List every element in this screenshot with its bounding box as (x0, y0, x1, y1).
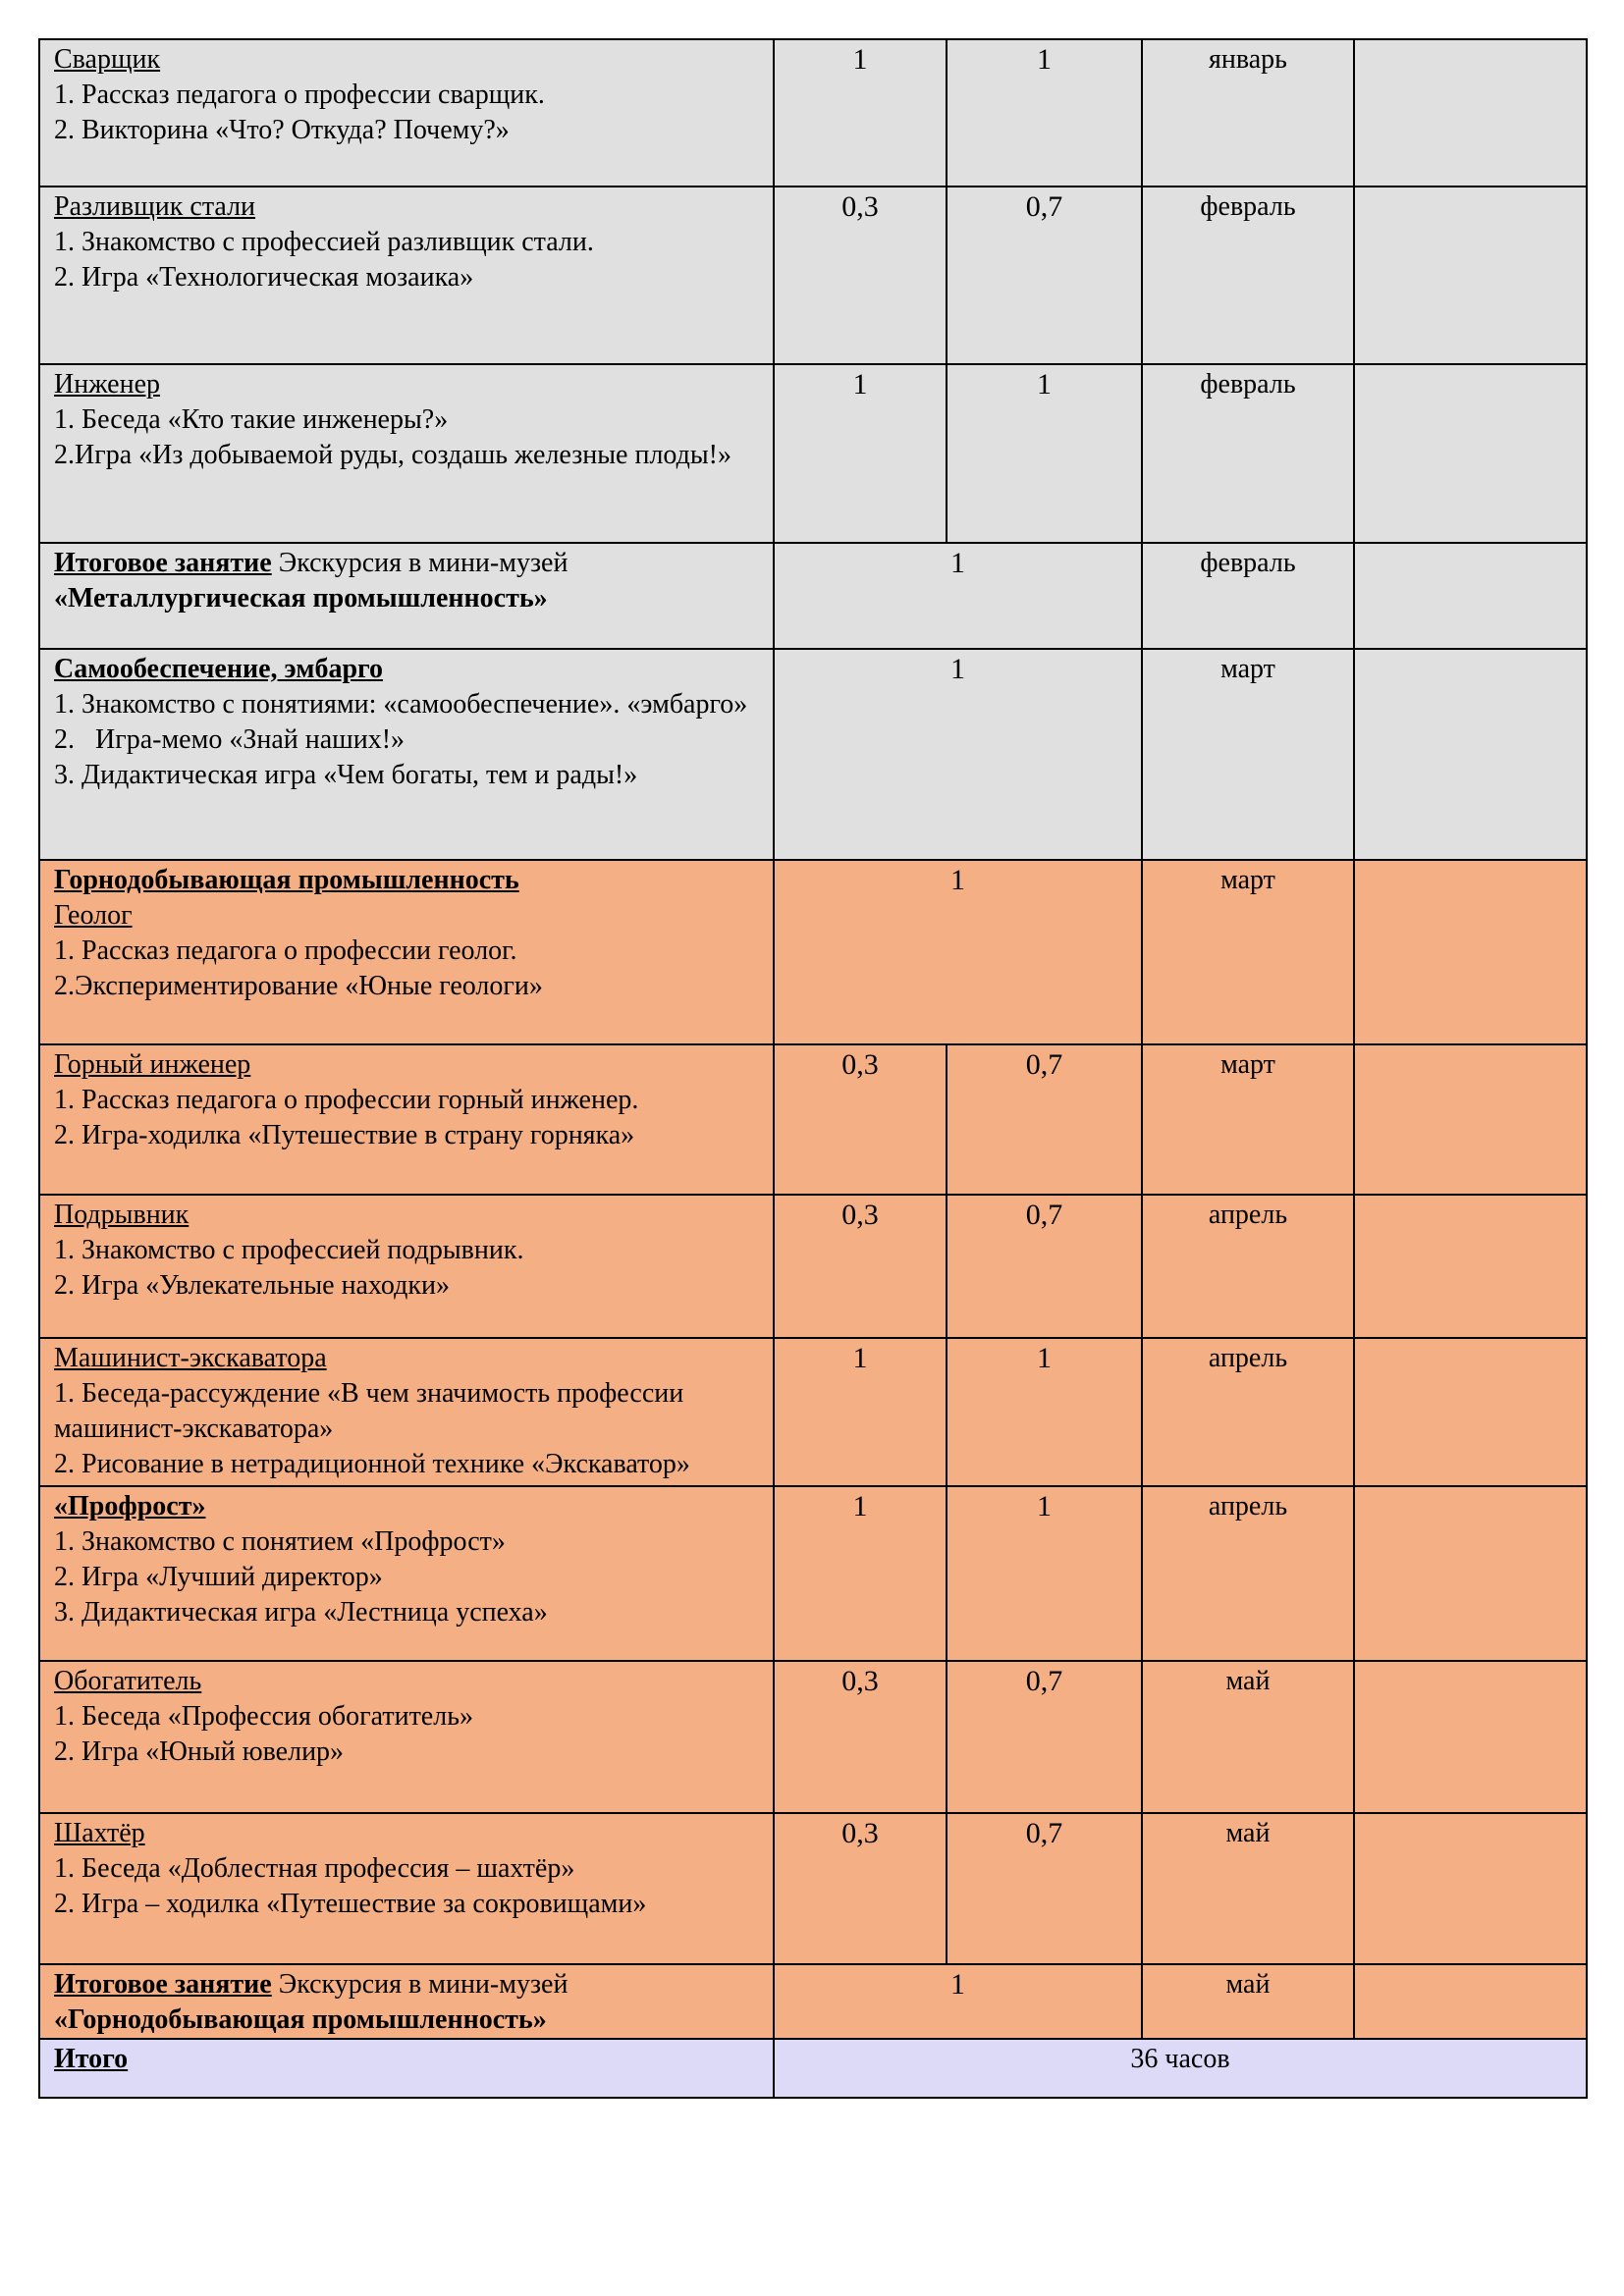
lesson-cell (39, 1338, 774, 1486)
lesson-item: 2. Игра «Юный ювелир» (54, 1736, 345, 1767)
notes-cell (1354, 860, 1587, 1044)
practice-hours: 0,7 (947, 187, 1142, 364)
month-cell: май (1142, 1813, 1354, 1964)
lesson-cell (39, 187, 774, 364)
lesson-cell (39, 543, 774, 649)
lesson-cell (39, 39, 774, 187)
museum-name: «Металлургическая промышленность» (54, 583, 548, 614)
table-row (39, 1486, 1587, 1661)
notes-cell (1354, 1338, 1587, 1486)
month-cell: май (1142, 1964, 1354, 2039)
lesson-cell (39, 1044, 774, 1195)
lesson-title: Геолог (54, 900, 133, 931)
table-row (39, 1813, 1587, 1964)
lesson-title: Горный инженер (54, 1049, 251, 1080)
lesson-item: 1. Беседа «Профессия обогатитель» (54, 1701, 473, 1732)
lesson-item: 2. Игра-ходилка «Путешествие в страну горняка» (54, 1120, 635, 1150)
lesson-title: Подрывник (54, 1200, 189, 1230)
month-cell: февраль (1142, 187, 1354, 364)
month-cell: февраль (1142, 364, 1354, 543)
theory-hours: 1 (774, 1486, 947, 1661)
notes-cell (1354, 1661, 1587, 1813)
practice-hours: 1 (947, 1486, 1142, 1661)
lesson-item: 1. Рассказ педагога о профессии геолог. (54, 935, 517, 966)
lesson-item: 1. Беседа «Доблестная профессия – шахтёр» (54, 1853, 575, 1884)
lesson-item: 1. Рассказ педагога о профессии горный инженер. (54, 1085, 639, 1115)
lesson-item: 3. Дидактическая игра «Чем богаты, тем и рады!» (54, 760, 638, 790)
lesson-title: Инженер (54, 369, 161, 400)
total-row (39, 2039, 1587, 2098)
month-cell: март (1142, 649, 1354, 860)
notes-cell (1354, 187, 1587, 364)
month-cell: апрель (1142, 1338, 1354, 1486)
lesson-item: 2. Игра «Лучший директор» (54, 1562, 383, 1592)
lesson-item: 1. Рассказ педагога о профессии сварщик. (54, 80, 545, 110)
lesson-cell (39, 1486, 774, 1661)
lesson-title: Обогатитель (54, 1666, 202, 1696)
lesson-item: 1. Знакомство с понятиями: «самообеспечение». «эмбарго» (54, 689, 748, 720)
lesson-item: 3. Дидактическая игра «Лестница успеха» (54, 1597, 548, 1628)
table-row (39, 1044, 1587, 1195)
lesson-title: «Профрост» (54, 1491, 206, 1522)
lesson-cell (39, 1813, 774, 1964)
lesson-cell (39, 364, 774, 543)
table-row (39, 39, 1587, 187)
lesson-item: 1. Знакомство с понятием «Профрост» (54, 1526, 506, 1557)
lesson-item: 2. Игра – ходилка «Путешествие за сокровищами» (54, 1889, 647, 1919)
theory-hours: 0,3 (774, 1813, 947, 1964)
month-cell: апрель (1142, 1486, 1354, 1661)
table-row (39, 364, 1587, 543)
notes-cell (1354, 364, 1587, 543)
lesson-item: 1. Знакомство с профессией подрывник. (54, 1235, 524, 1265)
notes-cell (1354, 1044, 1587, 1195)
practice-hours: 0,7 (947, 1813, 1142, 1964)
lesson-title: Машинист-экскаватора (54, 1343, 327, 1373)
lesson-cell (39, 1661, 774, 1813)
theory-hours: 1 (774, 39, 947, 187)
month-cell: май (1142, 1661, 1354, 1813)
total-hours: 1 (774, 649, 1142, 860)
schedule-table (38, 38, 1588, 2099)
practice-hours: 1 (947, 39, 1142, 187)
month-cell: январь (1142, 39, 1354, 187)
theory-hours: 0,3 (774, 187, 947, 364)
notes-cell (1354, 543, 1587, 649)
table-row (39, 860, 1587, 1044)
total-label-cell (39, 2039, 774, 2098)
theory-hours: 0,3 (774, 1044, 947, 1195)
lesson-title: Итоговое занятие (54, 548, 272, 578)
lesson-title: Сварщик (54, 44, 161, 75)
table-row (39, 649, 1587, 860)
practice-hours: 0,7 (947, 1661, 1142, 1813)
lesson-cell (39, 1964, 774, 2039)
theory-hours: 1 (774, 1338, 947, 1486)
table-row (39, 1195, 1587, 1338)
notes-cell (1354, 649, 1587, 860)
lesson-item: 1. Знакомство с профессией разливщик стали. (54, 227, 594, 257)
lesson-item: 1. Беседа-рассуждение «В чем значимость профессии машинист-экскаватора» (54, 1378, 684, 1444)
lesson-cell (39, 649, 774, 860)
lesson-item: 2. Викторина «Что? Откуда? Почему?» (54, 115, 510, 145)
month-cell: апрель (1142, 1195, 1354, 1338)
section-title: Горнодобывающая промышленность (54, 865, 519, 895)
lesson-title-rest: Экскурсия в мини-музей (271, 548, 568, 578)
theory-hours: 0,3 (774, 1661, 947, 1813)
notes-cell (1354, 1813, 1587, 1964)
table-row (39, 187, 1587, 364)
lesson-cell (39, 860, 774, 1044)
total-hours: 1 (774, 543, 1142, 649)
lesson-title: Итоговое занятие (54, 1969, 272, 2000)
lesson-title: Разливщик стали (54, 191, 256, 222)
total-hours: 1 (774, 1964, 1142, 2039)
practice-hours: 0,7 (947, 1195, 1142, 1338)
practice-hours: 1 (947, 364, 1142, 543)
practice-hours: 1 (947, 1338, 1142, 1486)
notes-cell (1354, 1964, 1587, 2039)
lesson-item: 2. Игра «Увлекательные находки» (54, 1270, 450, 1301)
notes-cell (1354, 1195, 1587, 1338)
table-row (39, 1964, 1587, 2039)
lesson-cell (39, 1195, 774, 1338)
month-cell: март (1142, 1044, 1354, 1195)
theory-hours: 0,3 (774, 1195, 947, 1338)
total-hours-sum: 36 часов (774, 2039, 1587, 2098)
notes-cell (1354, 39, 1587, 187)
table-row (39, 543, 1587, 649)
total-hours: 1 (774, 860, 1142, 1044)
total-label: Итого (54, 2044, 129, 2074)
lesson-title-rest: Экскурсия в мини-музей (271, 1969, 568, 2000)
month-cell: март (1142, 860, 1354, 1044)
practice-hours: 0,7 (947, 1044, 1142, 1195)
lesson-item: 2.Экспериментирование «Юные геологи» (54, 971, 543, 1001)
table-row (39, 1661, 1587, 1813)
museum-name: «Горнодобывающая промышленность» (54, 2004, 547, 2035)
month-cell: февраль (1142, 543, 1354, 649)
lesson-item: 1. Беседа «Кто такие инженеры?» (54, 404, 449, 435)
lesson-item: 2. Игра «Технологическая мозаика» (54, 262, 474, 293)
table-row (39, 1338, 1587, 1486)
theory-hours: 1 (774, 364, 947, 543)
lesson-title: Самообеспечение, эмбарго (54, 654, 384, 684)
lesson-item: 2.Игра «Из добываемой руды, создашь железные плоды!» (54, 440, 732, 470)
lesson-title: Шахтёр (54, 1818, 145, 1848)
lesson-item: 2. Рисование в нетрадиционной технике «Экскаватор» (54, 1449, 690, 1479)
lesson-item: 2. Игра-мемо «Знай наших!» (54, 724, 406, 755)
notes-cell (1354, 1486, 1587, 1661)
